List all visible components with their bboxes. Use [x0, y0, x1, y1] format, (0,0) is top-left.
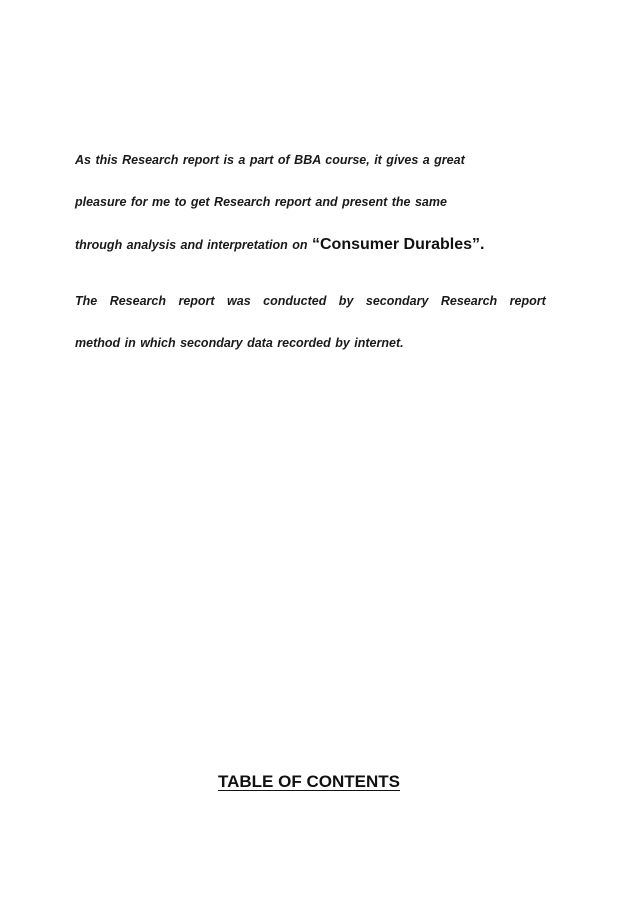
intro-line-2: pleasure for me to get Research report and present the same: [75, 195, 447, 209]
topic-quote: “Consumer Durables”.: [311, 236, 485, 253]
toc-heading: TABLE OF CONTENTS: [218, 772, 400, 791]
intro-line-3: [75, 236, 484, 254]
method-line-2: method in which secondary data recorded by internet.: [75, 336, 404, 350]
intro-line-3-text: through analysis and interpretation on: [75, 238, 308, 252]
intro-line-1: As this Research report is a part of BBA course, it gives a great: [75, 153, 465, 167]
method-line-1: The Research report was conducted by secondary Research report: [75, 294, 546, 308]
